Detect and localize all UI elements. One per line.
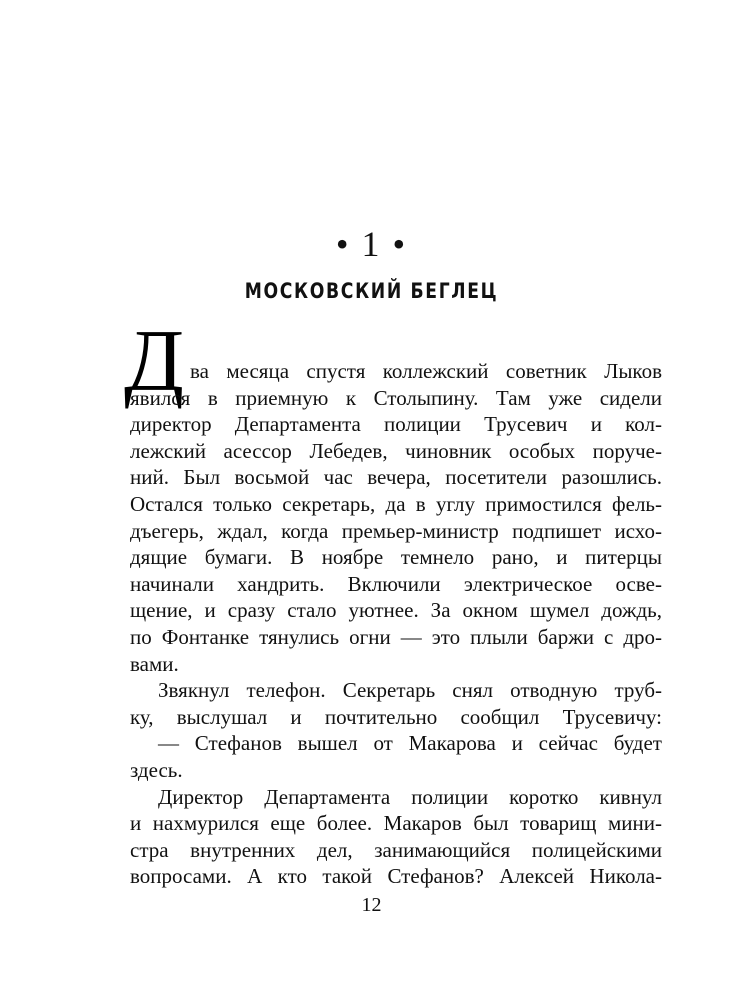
chapter-title: МОСКОВСКИЙ БЕГЛЕЦ [244,279,499,303]
text-line: ку, выслушал и почтительно сообщил Трусевичу: [130,704,662,729]
text-line: здесь. [130,757,183,782]
text-line: дъегерь, ждал, когда премьер-министр подпишет исхо- [130,518,662,543]
page-number: 12 [361,894,382,916]
text-line: директор Департамента полиции Трусевич и кол- [130,412,662,437]
body-text [130,358,662,890]
text-line: — Стефанов вышел от Макарова и сейчас будет [158,731,662,756]
text-line: Остался только секретарь, да в углу примостился фель- [130,491,662,516]
text-line: стра внутренних дел, занимающийся полицейскими [130,837,662,862]
text-line: Звякнул телефон. Секретарь снял отводную труб- [158,678,662,703]
text-line: по Фонтанке тянулись огни — это плыли баржи с дро- [130,624,662,649]
text-line: начинали хандрить. Включили электрическое осве- [130,571,662,596]
text-line: щение, и сразу стало уютнее. За окном шумел дождь, [130,598,662,623]
text-line: вами. [130,651,179,676]
text-line: Директор Департамента полиции коротко кивнул [158,784,662,809]
drop-cap: Д [124,313,185,410]
text-line: и нахмурился еще более. Макаров был товарищ мини- [130,811,662,836]
chapter-number: • 1 • [335,224,408,264]
text-line: вопросами. А кто такой Стефанов? Алексей Никола- [130,864,662,889]
text-line: дящие бумаги. В ноябре темнело рано, и питерцы [130,545,662,570]
text-line: ний. Был восьмой час вечера, посетители разошлись. [130,465,662,490]
text-line: лежский асессор Лебедев, чиновник особых поруче- [130,438,662,463]
text-line: ва месяца спустя коллежский советник Лыков [190,359,662,383]
text-line: явился в приемную к Столыпину. Там уже сидели [130,385,662,410]
